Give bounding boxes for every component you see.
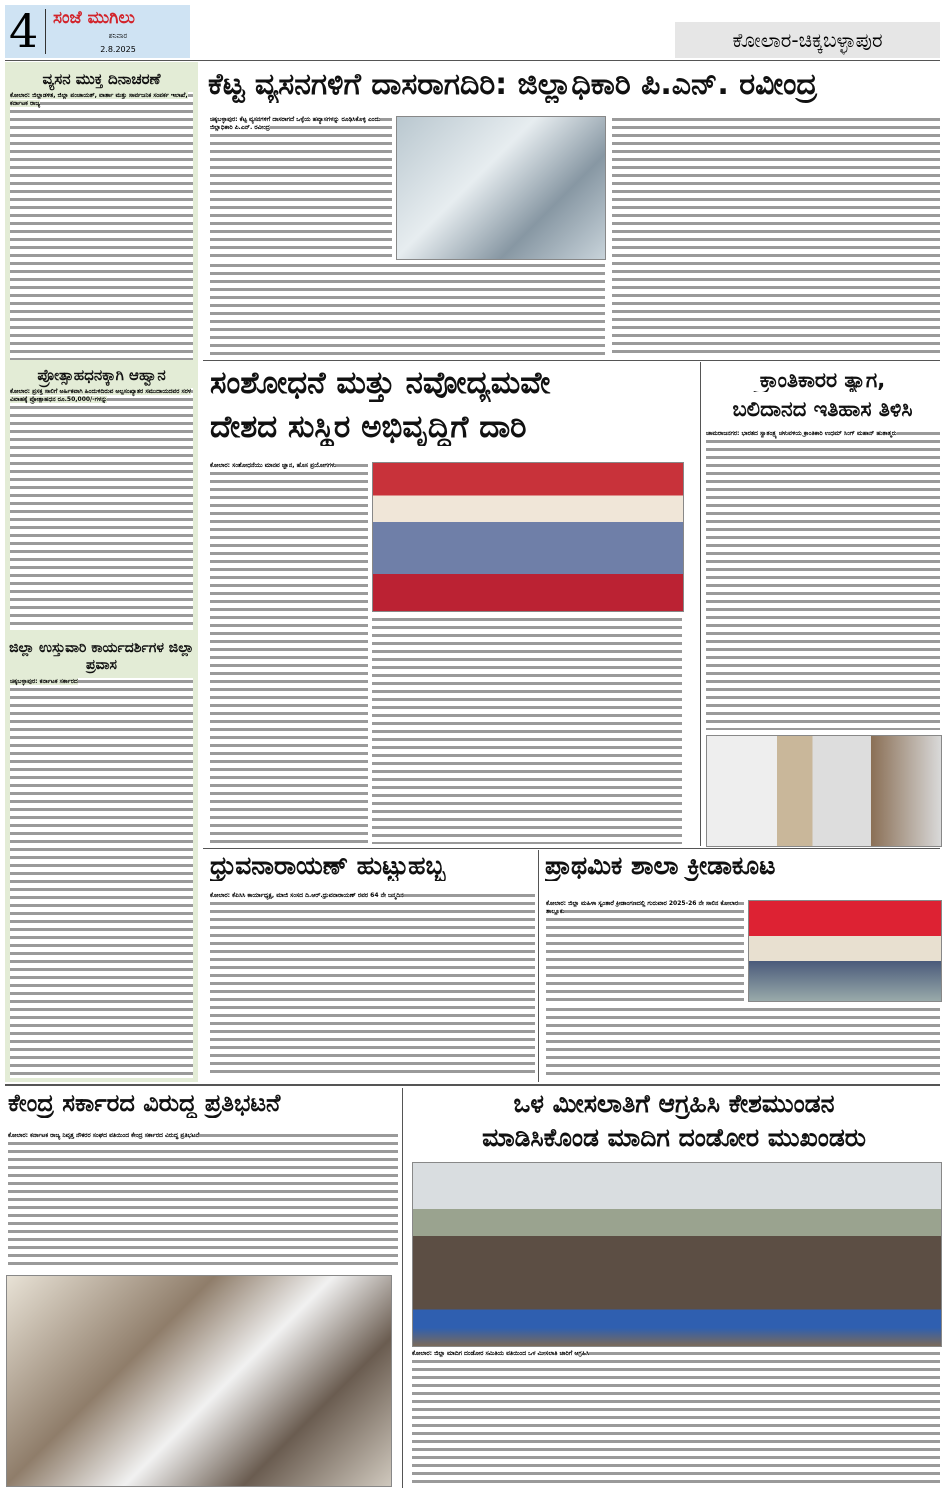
day: ಶನಿವಾರ	[108, 32, 128, 40]
sidebar-headline: ಜಿಲ್ಲಾ ಉಸ್ತುವಾರಿ ಕಾರ್ಯದರ್ಶಿಗಳ ಜಿಲ್ಲಾ ಪ್ರವಾಸ	[9, 640, 194, 673]
article-body: ಕೋಲಾರ: ಕೆಪಿಸಿಸಿ ಕಾರ್ಯಾಧ್ಯಕ್ಷ, ಮಾಜಿ ಸಂಸದ ದಿ.ಆರ್.ಧ್ರುವನಾರಾಯಣ್ ರವರ 64 ನೇ ಜನ್ಮದಿನ	[210, 892, 535, 1077]
sidebar-body: ಕೋಲಾರ: ಪ್ರಸಕ್ತ ಸಾಲಿಗೆ ಅರ್ಹಿಕವಾಗಿ ಹಿಂದುಳಿದಿರುವ ಅಲ್ಪಸಂಖ್ಯಾತರ ಸಮುದಾಯದವರ ಸರಳ ವಿವಾಹಕ್ಕೆ ಪ್ರೋತ್ಸಾಹಧನ ರೂ.50,000/-ಗಳನ್ನು	[10, 388, 193, 630]
masthead-box	[5, 5, 190, 58]
paper-logo: ಸಂಜೆ ಮುಗಿಲು	[53, 8, 135, 28]
headline-sports: ಪ್ರಾಥಮಿಕ ಶಾಲಾ ಕ್ರೀಡಾಕೂಟ	[545, 852, 776, 880]
sidebar-body: ಚಿಕ್ಕಬಳ್ಳಾಪುರ: ಕರ್ನಾಟಕ ಸರ್ಕಾರದ	[10, 678, 193, 1078]
article-body: ಚಿಕ್ಕಬಳ್ಳಾಪುರ: ಕೆಟ್ಟ ವ್ಯಸನಗಳಿಗೆ ದಾಸರಾಗದೆ ಒಳ್ಳೆಯ ಹವ್ಯಾಸಗಳನ್ನು ರೂಢಿಸಿಕೊಳ್ಳಿ ಎಂದು ಜಿಲ್ಲಾಧಿಕಾರಿ ಪಿ.ಎನ್. ರವೀಂದ್ರ	[210, 116, 392, 356]
article-body: ಕೋಲಾರ: ಜಿಲ್ಲಾ ಮಾದಿಗ ದಂಡೋರ ಸಮಿತಿಯ ವತಿಯಿಂದ ಒಳ ಮೀಸಲಾತಿ ಜಾರಿಗೆ ಆಗ್ರಹಿಸಿ	[412, 1350, 940, 1488]
article-body: ಕೋಲಾರ: ಸಂಶೋಧನೆಯು ಮಾನವ ಜ್ಞಾನ, ಹೊಸ ಪ್ರಯೋಗಗಳು	[210, 462, 368, 844]
headline-revolutionaries-2: ಬಲಿದಾನದ ಇತಿಹಾಸ ತಿಳಿಸಿ	[732, 397, 913, 421]
photo-protest-memorandum	[6, 1275, 392, 1487]
sidebar-headline: ವ್ಯಸನ ಮುಕ್ತ ದಿನಾಚರಣೆ	[42, 70, 161, 88]
article-body: ಕೋಲಾರ: ಕರ್ನಾಟಕ ರಾಜ್ಯ ನಿವೃತ್ತ ನೌಕರರ ಸಂಘದ ವತಿಯಿಂದ ಕೇಂದ್ರ ಸರ್ಕಾರದ ವಿರುದ್ಧ ಪ್ರತಿಭಟನೆ	[8, 1132, 398, 1270]
article-body: ಚಾಮರಾಜನಗರ: ಭಾರತದ ಸ್ವಾತಂತ್ರ್ಯ ಚಳುವಳಿಯ ಕ್ರಾಂತಿಕಾರಿ ಉಧಮ್ ಸಿಂಗ್ ಮಹಾನ್ ಹುತಾತ್ಮರು	[706, 430, 940, 730]
date: 2.8.2025	[100, 45, 136, 54]
photo-sports-event	[748, 900, 942, 1002]
headline-reservation-2: ಮಾಡಿಸಿಕೊಂಡ ಮಾದಿಗ ದಂಡೋರ ಮುಖಂಡರು	[482, 1124, 866, 1152]
article-body: ಕೋಲಾರ: ಜಿಲ್ಲಾ ಮಹಿಳಾ ಸ್ವಂತಾರೆ ಕ್ರೀಡಾಂಗಣದಲ್ಲಿ ಗುರುವಾರ 2025-26 ನೇ ಸಾಲಿನ ಕೋಲಾರ ತಾಲ್ಲೂಕು	[546, 900, 744, 1004]
sidebar-headline: ಪ್ರೋತ್ಸಾಹಧನಕ್ಕಾಗಿ ಆಹ್ವಾನ	[37, 366, 166, 384]
page-number: 4	[9, 4, 39, 58]
headline-reservation-1: ಒಳ ಮೀಸಲಾತಿಗೆ ಆಗ್ರಹಿಸಿ ಕೇಶಮುಂಡನ	[513, 1090, 835, 1118]
headline-revolutionaries-1: ಕ್ರಾಂತಿಕಾರರ ತ್ಯಾಗ,	[759, 368, 886, 392]
photo-tribute	[706, 735, 942, 847]
section-label: ಕೋಲಾರ-ಚಿಕ್ಕಬಳ್ಳಾಪುರ	[675, 22, 940, 58]
headline-top: ಕೆಟ್ಟ ವ್ಯಸನಗಳಿಗೆ ದಾಸರಾಗದಿರಿ: ಜಿಲ್ಲಾಧಿಕಾರಿ ಪಿ.ಎನ್. ರವೀಂದ್ರ	[208, 68, 818, 102]
headline-birthday: ಧ್ರುವನಾರಾಯಣ್ ಹುಟ್ಟುಹಬ್ಬ	[210, 852, 446, 880]
photo-head-shaving-protest	[412, 1162, 942, 1347]
photo-health-checkup	[396, 116, 606, 260]
headline-research-1: ಸಂಶೋಧನೆ ಮತ್ತು ನವೋದ್ಯಮವೇ	[210, 366, 551, 401]
sidebar-body: ಕೋಲಾರ: ಜಿಲ್ಲಾಡಳಿತ, ಜಿಲ್ಲಾ ಪಂಚಾಯತ್, ವಾರ್ತಾ ಮತ್ತು ಸಾರ್ವಜನಿಕ ಸಂಪರ್ಕ ಇಲಾಖೆ, ಕರ್ನಾಟಕ ರಾಜ್ಯ	[10, 92, 193, 360]
headline-research-2: ದೇಶದ ಸುಸ್ಥಿರ ಅಭಿವೃದ್ಧಿಗೆ ದಾರಿ	[210, 410, 527, 445]
photo-felicitation	[372, 462, 684, 612]
headline-protest: ಕೇಂದ್ರ ಸರ್ಕಾರದ ವಿರುದ್ಧ ಪ್ರತಿಭಟನೆ	[8, 1090, 281, 1117]
